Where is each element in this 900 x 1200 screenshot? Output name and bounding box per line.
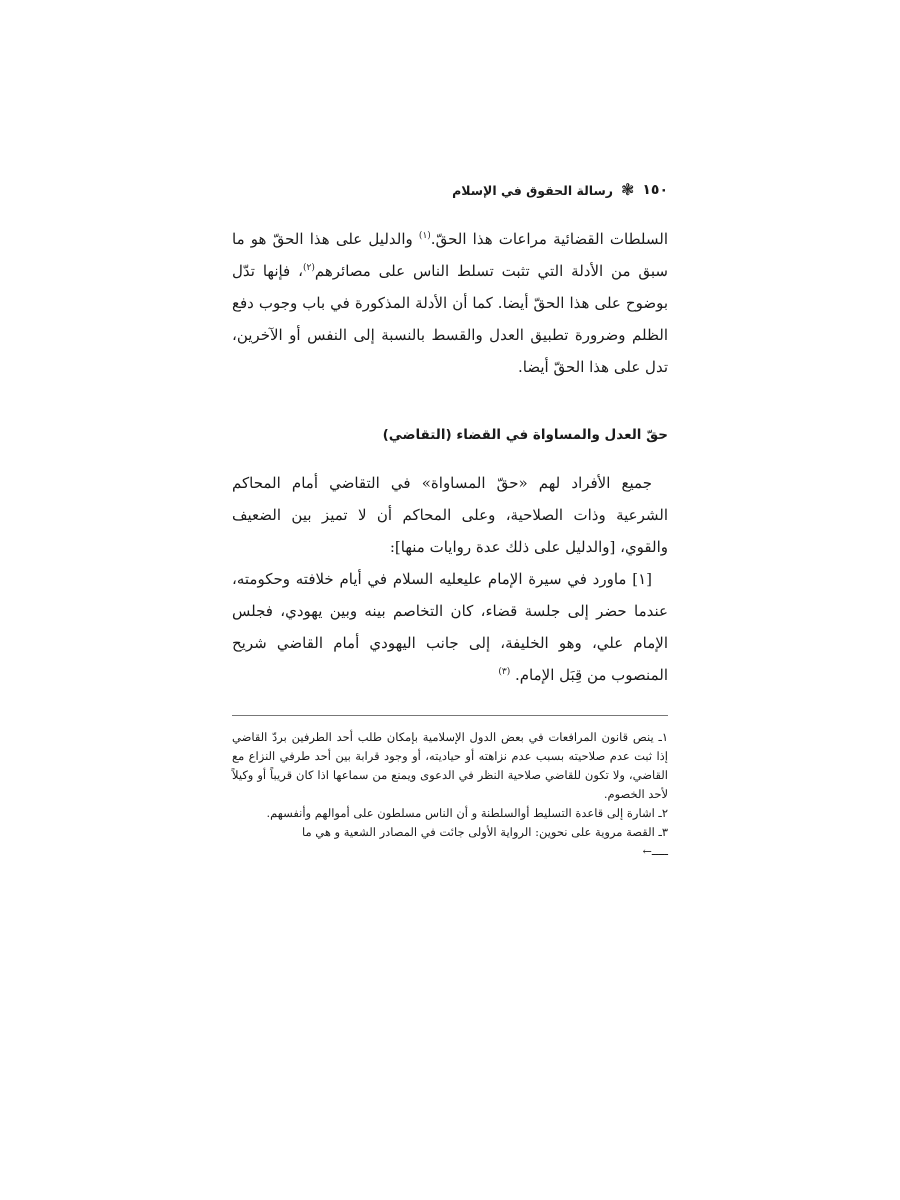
footnote-ref-1[interactable]: (١) [418,231,431,241]
paragraph-text: السلطات القضائية مراعات هذا الحقّ. [430,230,668,248]
footnote-2: ٢ـ اشارة إلى قاعدة التسليط أوالسلطنة و أن الناس مسلطون على أموالهم وأنفسهم. [266,806,668,820]
continued-arrow-icon: ـــــ← [642,845,668,858]
footnote-3: ٣ـ القصة مروية على نحوين: الرواية الأولى جائت في المصادر الشعية و هي ما [301,825,668,839]
paragraph-text: ، فإنها تدّل بوضوح على هذا الحقّ أيضا. كما أن الأدلة المذكورة في باب وجوب دفع الظلم وضرورة تطبيق العدل والقسط بالنسبة إلى النفس أو الآخرين، تدل على هذا الحقّ أيضا. [232,262,668,376]
star-ornament-icon: ❃ [620,180,635,199]
section-heading: حقّ العدل والمساواة في القضاء (التقاضي) [382,427,668,443]
paragraph-text: ماورد في سيرة الإمام عليعليه السلام في أيام خلافته وحكومته، عندما حضر إلى جلسة قضاء، كان التخاصم بينه وبين يهودي، فجلس الإمام علي، وهو الخليفة، إلى جانب اليهودي أمام القاضي شريح المنصوب من قِبَل الإمام. [232,570,668,684]
page-number: ١٥٠ [642,182,668,198]
paragraph-evidence [232,223,668,383]
book-title: رسالة الحقوق في الإسلام [452,182,613,198]
paragraph-narration [232,563,668,691]
footnotes [232,728,668,856]
footnote-1: ١ـ ينص قانون المرافعات في بعض الدول الإسلامية بإمكان طلب أحد الطرفين بردّ القاضي إذا ثبت عدم صلاحيته بسبب عدم نزاهته أو حياديته، أو وجود قرابة بين أحد طرفي النزاع مع القاضي، ولا تكون للقاضي صلاحية النظر في الدعوى ويمنع من سماعها اذا كان قريباً أو وكيلاً لأحد الخصوم. [232,730,668,801]
footnote-divider [232,715,668,716]
narration-number: [١] [632,570,652,588]
footnote-ref-2[interactable]: (٢) [302,263,315,273]
paragraph-equality: جميع الأفراد لهم «حقّ المساواة» في التقاضي أمام المحاكم الشرعية وذات الصلاحية، وعلى المحاكم أن لا تميز بين الضعيف والقوي، [والدليل على ذلك عدة روايات منها]: [232,474,668,556]
paragraph-text: والدليل على هذا الحقّ هو ما سبق من الأدلة التي تثبت تسلط الناس على مصائرهم [232,230,668,280]
footnote-ref-3[interactable]: (٣) [498,667,511,677]
running-header [232,175,668,205]
book-page [232,175,668,856]
